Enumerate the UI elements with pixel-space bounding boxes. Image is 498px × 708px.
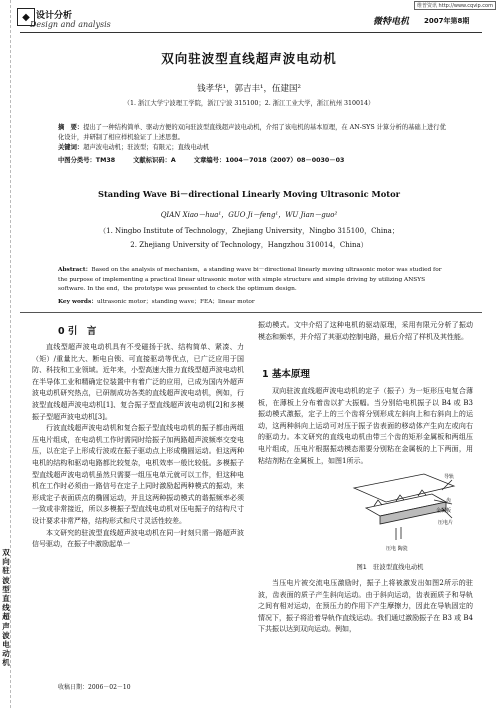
paragraph: 本文研究的驻波型直线超声波电动机在同一时刻只需一路超声波信号驱动，在振子中激励起单一 [32,528,244,549]
label-spring: 压电 陶瓷 [386,546,408,552]
right-column-top [258,320,473,343]
keywords-label: 关键词： [58,144,84,151]
figure-1 [346,466,462,559]
english-keywords [58,296,450,305]
teeth-shape [374,490,426,506]
paragraph: 行波直线超声波电动机和复合振子型直线电动机的振子都由两组压电片组成，在电动机工作时需同时给振子加两路超声波频率交变电压，以在定子上形成行波或在振子驱动点上形成椭圆运动。但这两种电机的结构和驱动电路都比较复杂，电机效率一般比较低。多模振子型直线超声波电动机虽然只需要一组压电单元就可以工作，但这种电机在工作时必须由一路信号在定子上同时激励起两种模式的振动，来形成定子表面质点的椭圆运动，并且这两种振动模式的谐振频率必须一致或非常接近，所以多模振子型直线电动机对压电振子的结构尺寸设计要求非常严格，结构形式和尺寸灵活性较差。 [32,424,244,525]
keywords-text: 超声波电动机；驻波型；有限元；直线电动机 [83,144,210,151]
label-rail: 导轨 [444,474,455,480]
english-title: Standing Wave Bi－directional Linearly Moving Ultrasonic Motor [97,189,401,199]
received-date: 收稿日期：2006－02－10 [58,684,131,691]
paragraph: 双向驻波直线超声波电动机的定子（振子）为一矩形压电复合薄板，在薄板上分布着齿以扩大振幅。当分别给电机振子以 B4 或 B3 振动模式激振，定子上的三个齿将分别形成左斜向上和右斜向上的运动，这两种斜向上运动可对压于振子齿表面的移动体产生向左或向右的驱动力。本文研究的直线电动机由带三个齿的矩形金属板和两组压电片组成，压电片根据振动模态需要分别粘在金属板的上下两面，用粘结剂粘在金属板上，如图1所示。 [258,387,473,465]
classification-row [58,155,458,164]
section-title-cn: 设计分析 [36,11,73,21]
english-authors: QIAN Xiao－hua¹，GUO Ji－feng¹，WU Jian－guo² [160,211,338,219]
paper-authors: 钱孝华¹，郭吉丰¹，伍建国² [197,84,301,94]
issue-number: 2007年第8期 [424,17,470,25]
paragraph: 直线型超声波电动机具有不受磁扬于扰、结构简单、紧凑、力（矩）/重量比大、断电自锁、可直接驱动等优点，已广泛应用于国防、科技和工业领域。近年来，小型高速大推力直线型超声波电动机在半导体工业和精确定位装置中有着广泛的应用，已成为国内外超声波电动机研究热点，已研制成功各类的直线超声波电动机，例如，行波型直线超声波电动机[1]、复合振子型直线超声波电动机[2]和多模振子型超声波电动机[3]。 [32,343,244,421]
journal-name: 微特电机 [373,17,410,27]
abstract-cn [58,123,448,143]
label-piezo: 压电片 [438,520,454,526]
source-stamp: 维普资讯 http://www.cqvip.com [414,1,496,10]
keywords-cn [58,143,448,153]
section-heading-intro: 0 引 言 [58,326,97,337]
english-keywords-text: ultrasonic motor；standing wave；FEA；linear motor [97,299,255,305]
right-column-mid [258,386,473,467]
motor-diagram [346,466,462,559]
abstract-label: 摘 要： [58,124,84,131]
label-metal: 金属板 [436,508,452,514]
paper-title: 双向驻波型直线超声波电动机 [161,51,337,66]
clc-code: 中图分类号：TM38 [58,157,116,164]
left-column [32,342,244,551]
paper-affiliation: （1. 浙江大学宁波理工学院，浙江宁波 315100；2. 浙江工业大学，浙江杭州 310014） [123,100,375,107]
english-abstract [58,266,450,295]
label-tooth: 齿 [446,498,452,504]
section-logo-icon: ◆ [17,8,35,26]
english-abstract-label: Abstract： [58,267,92,273]
section-title-en: Design and analysis [30,20,111,29]
side-running-title: 双向驻波型直线超声波电动机 [2,548,10,668]
abstract-text: 提出了一种结构简单、驱动方便的双向驻波型直线超声波电动机，介绍了该电机的基本原理，在 AN-SYS 计算分析的基础上进行优化设计，并研制了相应样机验证了上述思想。 [58,124,446,141]
spring-shape [396,527,401,540]
english-keywords-label: Key words： [58,299,98,305]
paragraph: 振动模式。文中介绍了这种电机的驱动原理，采用有限元分析了振动模态和频率，并介绍了其驱动控制电路，最后介绍了样机及其性能。 [258,321,473,341]
header-rule [20,32,482,33]
english-abstract-text: Based on the analysis of mechanism，a standing wave bi－directional linearly moving ultrasonic motor was studied for the purpose of implementing a practical linear ultrasonic motor with simple structure and simple driving by utilizing ANSYS software. In the end，the prototype was presented to check the optimum design. [58,267,442,293]
paragraph: 当压电片被交流电压激励时，振子上将被激发出如图2所示的驻波，齿表面的质子产生斜向运动。由于斜向运动，齿表面质子和导轨之间有相对运动，在预压力的作用下产生摩擦力，因此在导轨固定的情况下，振子将沿着导轨作直线运动。我们通过激励振子在 B3 或 B4 下共振以达到双向运动。例如， [258,579,473,634]
article-number: 文章编号：1004－7018（2007）08－0030－03 [193,157,345,164]
english-affiliation-1: （1. Ningbo Institute of Technology，Zhejiang University，Ningbo 315100，China； [99,227,399,235]
english-affiliation-2: 2. Zhejiang University of Technology，Hangzhou 310014，China） [130,241,368,249]
figure-1-caption: 图1 驻波型直线电动机 [356,564,424,571]
section-divider [20,312,482,313]
doc-code: 文献标识码：A [133,157,176,164]
right-column-bottom [258,578,473,636]
section-heading-principle: 1 基本原理 [262,369,310,380]
